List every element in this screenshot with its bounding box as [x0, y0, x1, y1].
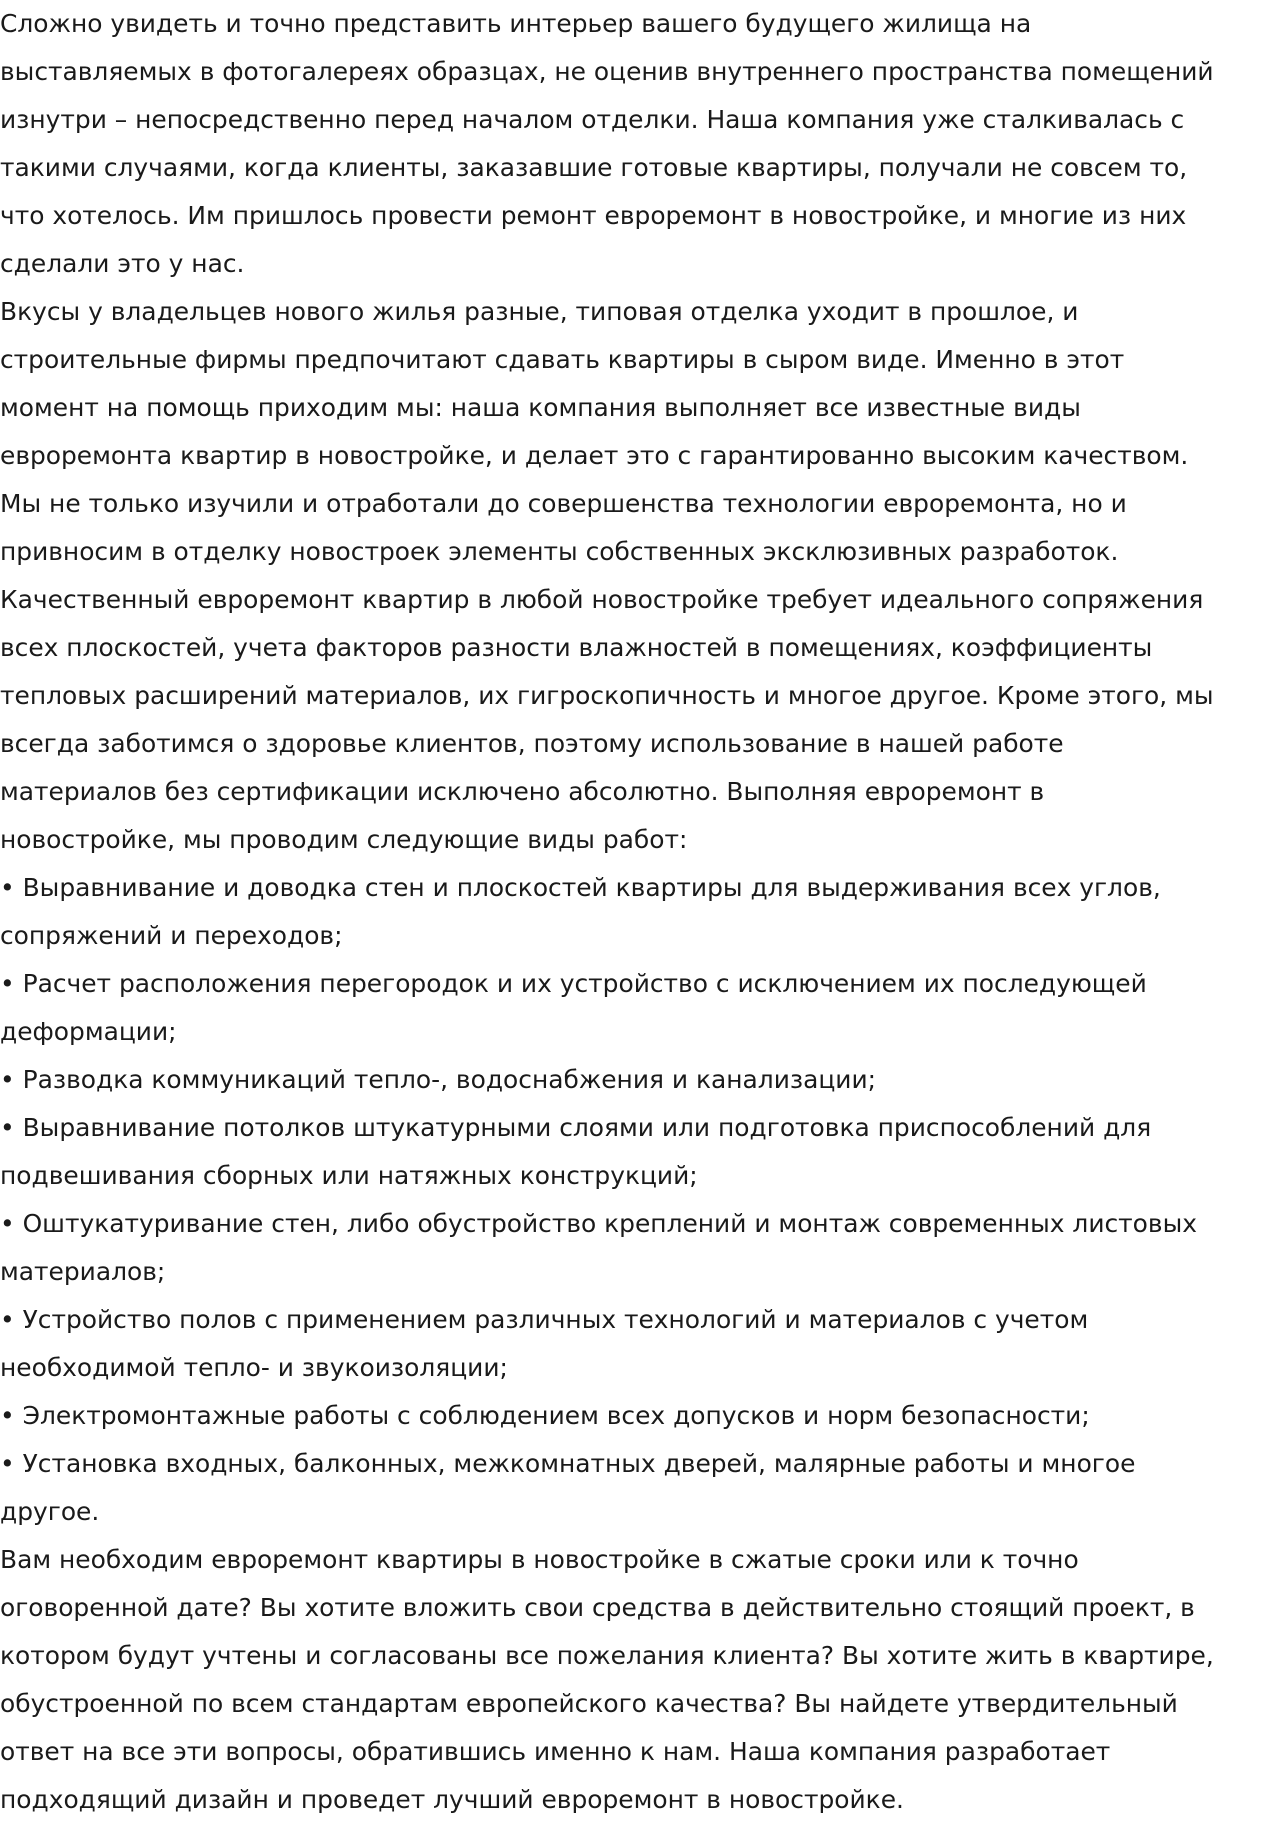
text-line: обустроенной по всем стандартам европейского качества? Вы найдете утвердительный	[0, 1689, 1178, 1718]
list-item-line: другое.	[0, 1497, 100, 1526]
list-item-line: • Электромонтажные работы с соблюдением всех допусков и норм безопасности;	[0, 1401, 1090, 1430]
text-line: выставляемых в фотогалереях образцах, не оценив внутреннего пространства помещений	[0, 57, 1214, 86]
text-line: такими случаями, когда клиенты, заказавшие готовые квартиры, получали не совсем то,	[0, 153, 1188, 182]
list-item-line: • Разводка коммуникаций тепло-, водоснабжения и канализации;	[0, 1065, 877, 1094]
text-line: подходящий дизайн и проведет лучший евроремонт в новостройке.	[0, 1785, 904, 1814]
text-line: момент на помощь приходим мы: наша компания выполняет все известные виды	[0, 393, 1081, 422]
text-line: Сложно увидеть и точно представить интерьер вашего будущего жилища на	[0, 9, 1032, 38]
text-line: Качественный евроремонт квартир в любой новостройке требует идеального сопряжения	[0, 585, 1204, 614]
list-item-line: • Расчет расположения перегородок и их устройство с исключением их последующей	[0, 969, 1147, 998]
text-line: котором будут учтены и согласованы все пожелания клиента? Вы хотите жить в квартире,	[0, 1641, 1214, 1670]
list-item-line: деформации;	[0, 1017, 177, 1046]
text-line: что хотелось. Им пришлось провести ремонт евроремонт в новостройке, и многие из них	[0, 201, 1187, 230]
list-item-line: сопряжений и переходов;	[0, 921, 343, 950]
text-line: оговоренной дате? Вы хотите вложить свои средства в действительно стоящий проект, в	[0, 1593, 1195, 1622]
text-line: всегда заботимся о здоровье клиентов, поэтому использование в нашей работе	[0, 729, 1064, 758]
text-line: тепловых расширений материалов, их гигроскопичность и многое другое. Кроме этого, мы	[0, 681, 1214, 710]
text-line: новостройке, мы проводим следующие виды работ:	[0, 825, 688, 854]
list-item-line: • Устройство полов с применением различных технологий и материалов с учетом	[0, 1305, 1089, 1334]
list-item-line: подвешивания сборных или натяжных конструкций;	[0, 1161, 698, 1190]
text-line: ответ на все эти вопросы, обратившись именно к нам. Наша компания разработает	[0, 1737, 1111, 1766]
text-line: сделали это у нас.	[0, 249, 245, 278]
text-line: Вам необходим евроремонт квартиры в новостройке в сжатые сроки или к точно	[0, 1545, 1079, 1574]
text-line: евроремонта квартир в новостройке, и делает это с гарантированно высоким качеством.	[0, 441, 1189, 470]
text-line: материалов без сертификации исключено абсолютно. Выполняя евроремонт в	[0, 777, 1045, 806]
text-line: изнутри – непосредственно перед началом отделки. Наша компания уже сталкивалась с	[0, 105, 1185, 134]
list-item-line: необходимой тепло- и звукоизоляции;	[0, 1353, 508, 1382]
text-line: Мы не только изучили и отработали до совершенства технологии евроремонта, но и	[0, 489, 1127, 518]
list-item-line: • Установка входных, балконных, межкомнатных дверей, малярные работы и многое	[0, 1449, 1136, 1478]
text-line: всех плоскостей, учета факторов разности влажностей в помещениях, коэффициенты	[0, 633, 1153, 662]
list-item-line: материалов;	[0, 1257, 166, 1286]
text-line: привносим в отделку новостроек элементы собственных эксклюзивных разработок.	[0, 537, 1119, 566]
text-line: Вкусы у владельцев нового жилья разные, типовая отделка уходит в прошлое, и	[0, 297, 1079, 326]
list-item-line: • Выравнивание потолков штукатурными слоями или подготовка приспособлений для	[0, 1113, 1152, 1142]
list-item-line: • Оштукатуривание стен, либо обустройство креплений и монтаж современных листовых	[0, 1209, 1197, 1238]
text-line: строительные фирмы предпочитают сдавать квартиры в сыром виде. Именно в этот	[0, 345, 1125, 374]
list-item-line: • Выравнивание и доводка стен и плоскостей квартиры для выдерживания всех углов,	[0, 873, 1161, 902]
